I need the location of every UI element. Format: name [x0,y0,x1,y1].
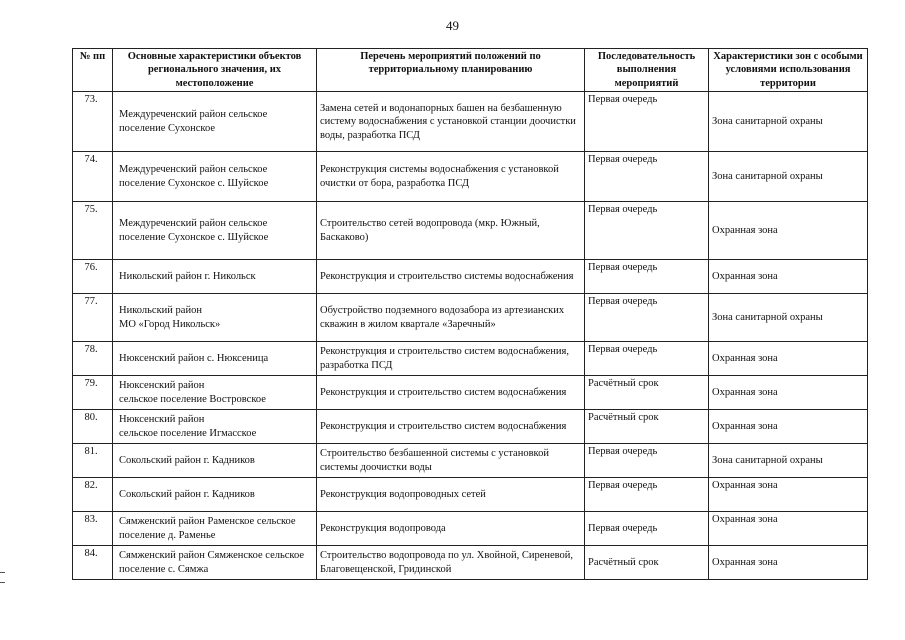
row-number: 74. [73,152,113,202]
table-row [73,260,868,294]
sequence-cell: Первая очередь [585,294,709,342]
table-row [73,410,868,444]
zone-cell: Зона санитарной охраны [709,444,868,478]
row-number: 78. [73,342,113,376]
object-cell: Междуреченский район сельское поселение Сухонское с. Шуйское [113,152,317,202]
object-cell: Сокольский район г. Кадников [113,444,317,478]
zone-cell: Зона санитарной охраны [709,152,868,202]
measure-cell: Замена сетей и водонапорных башен на безбашенную систему водоснабжения с установкой станции доочистки воды, разработка ПСД [317,92,585,152]
object-cell: Никольский район МО «Город Никольск» [113,294,317,342]
measure-cell: Реконструкция и строительство систем водоснабжения [317,410,585,444]
header-measures: Перечень мероприятий положений по территориальному планированию [317,49,585,92]
table-row [73,342,868,376]
row-number: 82. [73,478,113,512]
header-object: Основные характеристики объектов регионального значения, их местоположение [113,49,317,92]
measure-cell: Реконструкция водопровода [317,512,585,546]
object-cell: Сямженский район Сямженское сельское поселение с. Сямжа [113,546,317,580]
row-number: 80. [73,410,113,444]
header-zone: Характеристики зон с особыми условиями использования территории [709,49,868,92]
table-row [73,92,868,152]
zone-cell: Зона санитарной охраны [709,92,868,152]
object-cell: Сокольский район г. Кадников [113,478,317,512]
sequence-cell: Расчётный срок [585,410,709,444]
measure-cell: Реконструкция водопроводных сетей [317,478,585,512]
measure-cell: Реконструкция и строительство систем водоснабжения [317,376,585,410]
header-sequence: Последовательность выполнения мероприятий [585,49,709,92]
margin-mark [0,582,5,583]
zone-cell: Охранная зона [709,202,868,260]
planning-table [72,48,868,580]
page-number: 49 [446,18,459,33]
measure-cell: Реконструкция и строительство системы водоснабжения [317,260,585,294]
table-row [73,444,868,478]
object-cell: Нюксенский район сельское поселение Игмасское [113,410,317,444]
sequence-cell: Первая очередь [585,444,709,478]
table-row [73,478,868,512]
sequence-cell: Расчётный срок [585,376,709,410]
object-cell: Сямженский район Раменское сельское поселение д. Раменье [113,512,317,546]
margin-mark [0,572,5,573]
table-row [73,294,868,342]
zone-cell: Охранная зона [709,546,868,580]
row-number: 75. [73,202,113,260]
measure-cell: Строительство водопровода по ул. Хвойной, Сиреневой, Благовещенской, Гридинской [317,546,585,580]
sequence-cell: Первая очередь [585,478,709,512]
measure-cell: Реконструкция и строительство систем водоснабжения, разработка ПСД [317,342,585,376]
measure-cell: Строительство сетей водопровода (мкр. Южный, Баскаково) [317,202,585,260]
row-number: 79. [73,376,113,410]
zone-cell: Охранная зона [709,260,868,294]
zone-cell: Охранная зона [709,376,868,410]
object-cell: Междуреченский район сельское поселение Сухонское [113,92,317,152]
sequence-cell: Расчётный срок [585,546,709,580]
row-number: 77. [73,294,113,342]
row-number: 81. [73,444,113,478]
measure-cell: Строительство безбашенной системы с установкой системы доочистки воды [317,444,585,478]
table-row [73,512,868,546]
table-row [73,546,868,580]
object-cell: Никольский район г. Никольск [113,260,317,294]
row-number: 73. [73,92,113,152]
sequence-cell: Первая очередь [585,260,709,294]
object-cell: Междуреченский район сельское поселение Сухонское с. Шуйское [113,202,317,260]
sequence-cell: Первая очередь [585,202,709,260]
sequence-cell: Первая очередь [585,92,709,152]
zone-cell: Охранная зона [709,478,868,512]
row-number: 83. [73,512,113,546]
object-cell: Нюксенский район с. Нюксеница [113,342,317,376]
zone-cell: Охранная зона [709,342,868,376]
object-cell: Нюксенский район сельское поселение Востровское [113,376,317,410]
table-row [73,376,868,410]
sequence-cell: Первая очередь [585,152,709,202]
sequence-cell: Первая очередь [585,512,709,546]
header-num: № пп [73,49,113,92]
zone-cell: Охранная зона [709,410,868,444]
zone-cell: Охранная зона [709,512,868,546]
sequence-cell: Первая очередь [585,342,709,376]
row-number: 76. [73,260,113,294]
measure-cell: Реконструкция системы водоснабжения с установкой очистки от бора, разработка ПСД [317,152,585,202]
row-number: 84. [73,546,113,580]
measure-cell: Обустройство подземного водозабора из артезианских скважин в жилом квартале «Заречный» [317,294,585,342]
zone-cell: Зона санитарной охраны [709,294,868,342]
table-row [73,152,868,202]
table-row [73,202,868,260]
header-row [73,49,868,92]
